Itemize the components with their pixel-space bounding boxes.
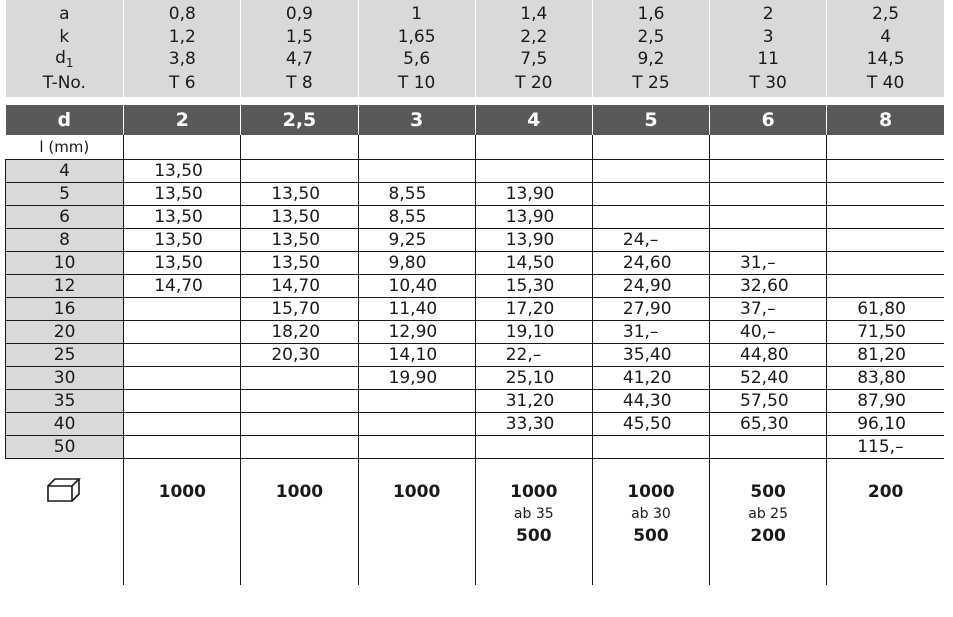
price-cell: 13,50 bbox=[241, 229, 358, 252]
price-cell bbox=[124, 436, 241, 459]
box-icon bbox=[46, 477, 82, 503]
spec-value: 9,2 bbox=[592, 48, 709, 70]
spec-row-a bbox=[6, 0, 945, 26]
table-row bbox=[6, 275, 945, 298]
spec-value: 2,5 bbox=[827, 0, 944, 26]
spec-label-d1 bbox=[6, 48, 124, 70]
packaging-cell bbox=[827, 459, 944, 586]
spec-label-a: a bbox=[6, 0, 124, 26]
spec-value: 0,9 bbox=[241, 0, 358, 26]
packaging-note: ab 30 bbox=[631, 506, 671, 522]
price-cell: 14,50 bbox=[475, 252, 592, 275]
spec-label-tno: T-No. bbox=[6, 70, 124, 97]
table-row bbox=[6, 436, 945, 459]
length-unit-label: l (mm) bbox=[6, 135, 124, 160]
price-cell bbox=[592, 436, 709, 459]
price-cell: 13,50 bbox=[124, 183, 241, 206]
price-cell: 71,50 bbox=[827, 321, 944, 344]
price-cell: 24,– bbox=[592, 229, 709, 252]
price-cell: 17,20 bbox=[475, 298, 592, 321]
table-row bbox=[6, 183, 945, 206]
price-cell bbox=[358, 390, 475, 413]
price-cell bbox=[358, 436, 475, 459]
table-row bbox=[6, 229, 945, 252]
diameter-header-value: 4 bbox=[475, 105, 592, 135]
price-cell: 27,90 bbox=[592, 298, 709, 321]
spec-value: 1 bbox=[358, 0, 475, 26]
length-label: 16 bbox=[6, 298, 124, 321]
length-label: 6 bbox=[6, 206, 124, 229]
length-label: 35 bbox=[6, 390, 124, 413]
table-row bbox=[6, 321, 945, 344]
packaging-cell bbox=[592, 459, 709, 586]
packaging-main-qty: 500 bbox=[750, 482, 786, 502]
price-cell: 33,30 bbox=[475, 413, 592, 436]
price-cell: 13,50 bbox=[124, 206, 241, 229]
spec-label-subscript: 1 bbox=[65, 56, 74, 70]
empty-cell bbox=[241, 135, 358, 160]
price-cell bbox=[827, 275, 944, 298]
price-cell: 35,40 bbox=[592, 344, 709, 367]
spec-label-k: k bbox=[6, 26, 124, 48]
price-cell: 8,55 bbox=[358, 183, 475, 206]
packaging-alt-qty: 500 bbox=[516, 526, 552, 546]
price-cell: 14,70 bbox=[241, 275, 358, 298]
price-cell bbox=[475, 436, 592, 459]
packaging-main-qty: 1000 bbox=[510, 482, 558, 502]
spec-value: 3 bbox=[710, 26, 827, 48]
packaging-cell bbox=[358, 459, 475, 586]
length-unit-row bbox=[6, 135, 945, 160]
price-cell: 18,20 bbox=[241, 321, 358, 344]
price-cell: 44,80 bbox=[710, 344, 827, 367]
spec-label-text: d bbox=[55, 48, 66, 68]
price-cell bbox=[241, 413, 358, 436]
packaging-note: ab 25 bbox=[748, 506, 788, 522]
spec-value: 2,5 bbox=[592, 26, 709, 48]
packaging-note: ab 35 bbox=[513, 506, 554, 522]
price-cell: 57,50 bbox=[710, 390, 827, 413]
price-cell bbox=[710, 183, 827, 206]
price-cell: 13,50 bbox=[124, 252, 241, 275]
table-row bbox=[6, 413, 945, 436]
price-cell: 22,– bbox=[475, 344, 592, 367]
price-cell bbox=[827, 183, 944, 206]
price-cell bbox=[124, 298, 241, 321]
price-cell: 41,20 bbox=[592, 367, 709, 390]
price-cell: 45,50 bbox=[592, 413, 709, 436]
price-cell: 81,20 bbox=[827, 344, 944, 367]
length-label: 4 bbox=[6, 160, 124, 183]
packaging-icon-cell bbox=[6, 459, 124, 586]
length-label: 10 bbox=[6, 252, 124, 275]
price-cell: 15,30 bbox=[475, 275, 592, 298]
price-cell bbox=[710, 206, 827, 229]
empty-cell bbox=[592, 135, 709, 160]
spec-value: 0,8 bbox=[124, 0, 241, 26]
price-cell bbox=[124, 390, 241, 413]
spec-value: 1,4 bbox=[475, 0, 592, 26]
spec-value: 2,2 bbox=[475, 26, 592, 48]
diameter-header-value: 2 bbox=[124, 105, 241, 135]
price-cell bbox=[241, 160, 358, 183]
price-cell: 31,20 bbox=[475, 390, 592, 413]
price-cell: 32,60 bbox=[710, 275, 827, 298]
price-cell: 31,– bbox=[592, 321, 709, 344]
price-cell bbox=[827, 252, 944, 275]
spec-row-d1 bbox=[6, 48, 945, 70]
price-cell bbox=[710, 229, 827, 252]
price-cell: 24,90 bbox=[592, 275, 709, 298]
price-cell bbox=[592, 160, 709, 183]
price-cell bbox=[124, 367, 241, 390]
price-cell: 83,80 bbox=[827, 367, 944, 390]
spec-value: 7,5 bbox=[475, 48, 592, 70]
price-cell bbox=[241, 367, 358, 390]
packaging-alt-qty: 200 bbox=[750, 526, 786, 546]
price-cell: 12,90 bbox=[358, 321, 475, 344]
price-cell bbox=[710, 160, 827, 183]
spec-value: T 30 bbox=[710, 70, 827, 97]
packaging-main-qty: 1000 bbox=[158, 482, 206, 502]
diameter-header-value: 8 bbox=[827, 105, 944, 135]
price-cell: 96,10 bbox=[827, 413, 944, 436]
price-cell: 15,70 bbox=[241, 298, 358, 321]
price-cell: 25,10 bbox=[475, 367, 592, 390]
empty-cell bbox=[827, 135, 944, 160]
price-cell bbox=[827, 160, 944, 183]
price-cell: 115,– bbox=[827, 436, 944, 459]
screw-price-table bbox=[5, 0, 944, 585]
table-row bbox=[6, 367, 945, 390]
price-cell: 13,90 bbox=[475, 183, 592, 206]
price-cell: 13,90 bbox=[475, 229, 592, 252]
table-row bbox=[6, 206, 945, 229]
spec-value: 1,5 bbox=[241, 26, 358, 48]
spec-value: 1,6 bbox=[592, 0, 709, 26]
price-cell: 87,90 bbox=[827, 390, 944, 413]
spec-value: 5,6 bbox=[358, 48, 475, 70]
spacer-row bbox=[6, 97, 945, 105]
price-cell bbox=[475, 160, 592, 183]
price-cell: 61,80 bbox=[827, 298, 944, 321]
diameter-header-value: 6 bbox=[710, 105, 827, 135]
price-cell: 10,40 bbox=[358, 275, 475, 298]
price-cell bbox=[124, 413, 241, 436]
price-cell: 52,40 bbox=[710, 367, 827, 390]
price-cell: 13,50 bbox=[124, 229, 241, 252]
spec-value: T 25 bbox=[592, 70, 709, 97]
price-cell bbox=[592, 183, 709, 206]
length-label: 5 bbox=[6, 183, 124, 206]
diameter-header-value: 3 bbox=[358, 105, 475, 135]
spec-value: 14,5 bbox=[827, 48, 944, 70]
price-cell: 13,50 bbox=[241, 183, 358, 206]
price-cell bbox=[358, 413, 475, 436]
price-cell bbox=[241, 436, 358, 459]
price-cell: 9,80 bbox=[358, 252, 475, 275]
price-cell: 31,– bbox=[710, 252, 827, 275]
price-cell: 13,50 bbox=[241, 252, 358, 275]
length-label: 8 bbox=[6, 229, 124, 252]
spec-value: 4,7 bbox=[241, 48, 358, 70]
price-cell: 13,50 bbox=[124, 160, 241, 183]
length-label: 25 bbox=[6, 344, 124, 367]
packaging-main-qty: 1000 bbox=[627, 482, 675, 502]
price-cell bbox=[827, 206, 944, 229]
spec-value: 3,8 bbox=[124, 48, 241, 70]
empty-cell bbox=[475, 135, 592, 160]
diameter-header-value: 5 bbox=[592, 105, 709, 135]
diameter-header-value: 2,5 bbox=[241, 105, 358, 135]
length-label: 50 bbox=[6, 436, 124, 459]
price-cell bbox=[592, 206, 709, 229]
packaging-cell bbox=[124, 459, 241, 586]
price-cell bbox=[827, 229, 944, 252]
spec-value: T 8 bbox=[241, 70, 358, 97]
price-cell bbox=[241, 390, 358, 413]
table-row bbox=[6, 160, 945, 183]
table-row bbox=[6, 252, 945, 275]
spec-value: 1,65 bbox=[358, 26, 475, 48]
length-label: 30 bbox=[6, 367, 124, 390]
packaging-main-qty: 200 bbox=[867, 482, 904, 502]
price-cell: 14,70 bbox=[124, 275, 241, 298]
spec-value: 1,2 bbox=[124, 26, 241, 48]
diameter-header-row bbox=[6, 105, 945, 135]
price-cell: 20,30 bbox=[241, 344, 358, 367]
packaging-main-qty: 1000 bbox=[392, 482, 441, 502]
price-cell: 19,10 bbox=[475, 321, 592, 344]
price-cell: 13,50 bbox=[241, 206, 358, 229]
spec-value: T 40 bbox=[827, 70, 944, 97]
price-cell: 13,90 bbox=[475, 206, 592, 229]
price-cell: 65,30 bbox=[710, 413, 827, 436]
spec-value: 4 bbox=[827, 26, 944, 48]
price-cell bbox=[710, 436, 827, 459]
price-cell: 37,– bbox=[710, 298, 827, 321]
price-cell bbox=[124, 344, 241, 367]
price-cell: 8,55 bbox=[358, 206, 475, 229]
packaging-alt-qty: 500 bbox=[633, 526, 669, 546]
length-label: 20 bbox=[6, 321, 124, 344]
spec-row-tno bbox=[6, 70, 945, 97]
packaging-main-qty: 1000 bbox=[275, 482, 324, 502]
spec-row-k bbox=[6, 26, 945, 48]
spec-value: T 6 bbox=[124, 70, 241, 97]
packaging-cell bbox=[241, 459, 358, 586]
price-cell: 44,30 bbox=[592, 390, 709, 413]
price-cell: 14,10 bbox=[358, 344, 475, 367]
price-cell bbox=[358, 160, 475, 183]
spec-value: 11 bbox=[710, 48, 827, 70]
empty-cell bbox=[358, 135, 475, 160]
empty-cell bbox=[124, 135, 241, 160]
price-cell: 40,– bbox=[710, 321, 827, 344]
length-label: 40 bbox=[6, 413, 124, 436]
empty-cell bbox=[710, 135, 827, 160]
price-cell: 9,25 bbox=[358, 229, 475, 252]
spec-value: 2 bbox=[710, 0, 827, 26]
packaging-row bbox=[6, 459, 945, 586]
spec-value: T 20 bbox=[475, 70, 592, 97]
price-cell bbox=[124, 321, 241, 344]
price-cell: 24,60 bbox=[592, 252, 709, 275]
table-row bbox=[6, 298, 945, 321]
spec-value: T 10 bbox=[358, 70, 475, 97]
diameter-header-label: d bbox=[6, 105, 124, 135]
length-label: 12 bbox=[6, 275, 124, 298]
price-cell: 19,90 bbox=[358, 367, 475, 390]
table-row bbox=[6, 344, 945, 367]
price-cell: 11,40 bbox=[358, 298, 475, 321]
packaging-cell bbox=[710, 459, 827, 586]
packaging-cell bbox=[475, 459, 592, 586]
spacer bbox=[6, 97, 945, 105]
table-row bbox=[6, 390, 945, 413]
